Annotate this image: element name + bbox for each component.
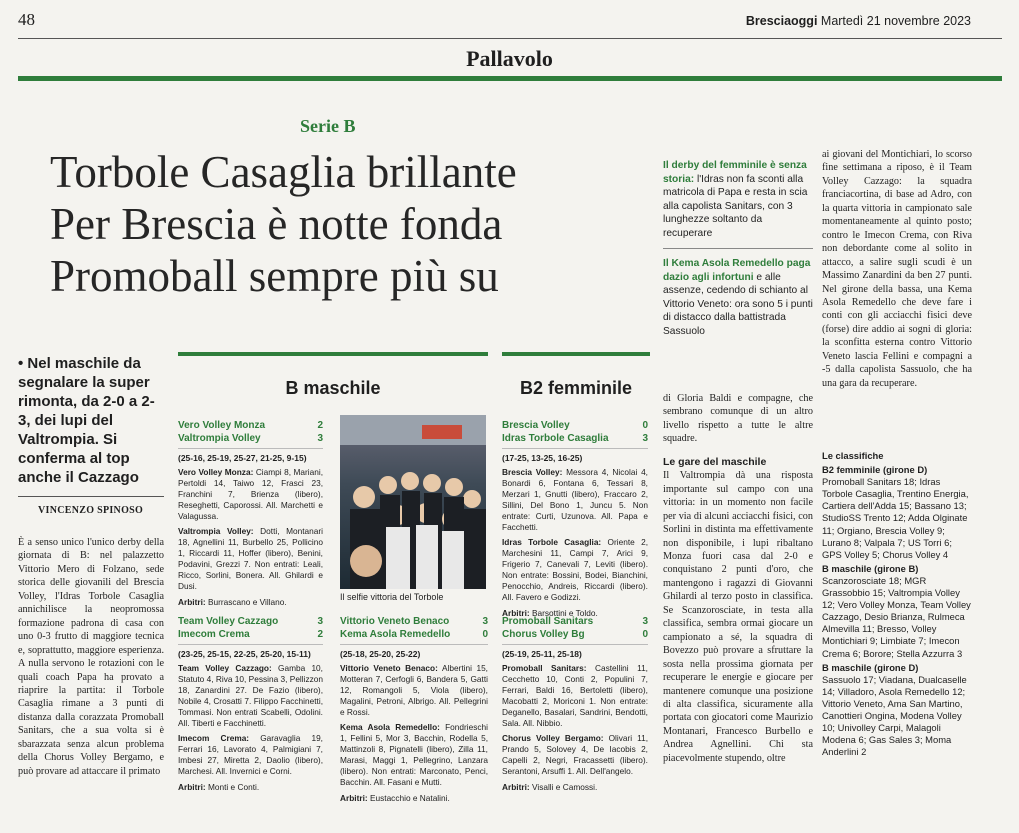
roster-team: Brescia Volley: (502, 467, 563, 477)
roster-team: Vero Volley Monza: (178, 467, 254, 477)
away-score: 0 (642, 628, 648, 640)
note-item: Il Kema Asola Remedello paga dazio agli infortuni e alle assenze, cedendo di schianto al Vittorio Veneto: ora sono 5 i punti di distacco dalla battistrada Sassuolo (663, 258, 813, 337)
b-maschile-title: B maschile (285, 378, 381, 398)
headline-line-3: Promoball sempre più su (50, 251, 499, 301)
away-team: Imecom Crema (178, 628, 250, 640)
masthead-date: Martedì 21 novembre 2023 (820, 14, 971, 28)
roster-team: Team Volley Cazzago: (178, 663, 272, 673)
away-team: Idras Torbole Casaglia (502, 432, 609, 444)
header-rule (18, 38, 1002, 39)
roster-text: Olivari 11, Prando 5, Solovey 4, De Iacobis 2, Capelli 2, Negri, Fracassetti (libero). Serantoni, Arsuffi 1. All. Dell'angelo. (502, 733, 648, 776)
set-scores: (25-19, 25-11, 25-18) (502, 649, 582, 659)
masthead (746, 14, 971, 28)
section-title: Pallavolo (466, 46, 553, 71)
standings-group-name: B maschile (girone D) (822, 661, 919, 673)
home-team: Vittorio Veneto Benaco (340, 616, 450, 627)
home-score: 3 (482, 616, 488, 627)
arbitri-label: Arbitri: (340, 793, 368, 803)
note-item: Il derby del femminile è senza storia: l'Idras non fa sconti alla matricola di Papa e resta in scia alla capolista Sanitars, con 3 lunghezze soltanto da recuperare (663, 160, 808, 239)
standings-group-name: B maschile (girone B) (822, 562, 919, 574)
standings-group-text: Scanzorosciate 18; MGR Grassobbio 15; Valtrompia Volley 12; Vero Volley Monza, Team Volley Cazzago, Desio Brianza, Rulmeca Almevilla 11; Bresso, Volley Montichiari 9; Limbiate 7; Imecon Crema 6; Borore; Stella Azzurra 3 (822, 574, 971, 659)
home-score: 0 (642, 420, 648, 431)
home-team: Promoball Sanitars (502, 616, 594, 627)
section-rule (18, 76, 1002, 81)
arbitri: Visalli e Camossi. (531, 782, 598, 792)
arbitri: Monti e Conti. (207, 782, 260, 792)
roster-team: Vittorio Veneto Benaco: (340, 663, 438, 673)
kicker: Serie B (300, 116, 356, 136)
away-team: Chorus Volley Bg (502, 628, 585, 640)
roster-text: Ciampi 8, Mariani, Pertoldi 14, Taiwo 12, Frasci 23, Franchini 7, Brienza (libero), Reseghetti, Caporossi. All. Marchetti e Valagussa. (178, 467, 324, 521)
arbitri-label: Arbitri: (502, 782, 530, 792)
arbitri-label: Arbitri: (178, 597, 206, 607)
article-body-mid (663, 392, 813, 765)
photo-caption: Il selfie vittoria del Torbole (340, 592, 444, 602)
arbitri: Burrascano e Villano. (207, 597, 287, 607)
article-body-right: ai giovani del Montichiari, lo scorso fine settimana a riposo, è il Team Volley Cazzago: la squadra franciacortina, di base ad Adro, con la quarta vittoria in campionato sale momentaneamente al quinto posto; contro le Imecon Crema, con Riva non debordante come al solito in attacco, a salire sugli scudi è un Massimo Zanardini da ben 27 punti. Nel girone della bassa, una Kema Asola Remedello che deve fare i conti con gli acciacchi fisici deve (forse) dire addio ai sogni di gloria: la sconfitta esterna contro Vittorio Veneto lascia Fellini e compagni a -5 dalla capolista Sassuolo, che ha una gara da recuperare. (822, 149, 972, 389)
home-score: 3 (642, 616, 648, 627)
match-card (178, 420, 323, 607)
home-team: Brescia Volley (502, 420, 570, 431)
standings-group-text: Promoball Sanitars 18; Idras Torbole Casaglia, Trentino Energia, Cartiera dell'Adda 15; Bassano 13; StudioSS Trento 12; Adda Olginate 11; Orgiano, Brescia Volley 9; Lurano 8; Valpala 7; US Torri 6; GPS Volley 5; Chorus Volley 4 (822, 476, 969, 560)
lead-summary: • Nel maschile da segnalare la super rimonta, da 2-0 a 2-3, dei lupi del Valtrompia. Si conferma al top anche il Cazzago (18, 355, 155, 486)
roster-text: Garavaglia 19, Ferrari 16, Lavorato 4, Palmigiani 7, Imbesi 27, Miretta 2, Daolio (libero), Marchesi. All. Invernici e Corni. (178, 733, 323, 776)
byline-rule (18, 496, 164, 497)
roster-team: Imecom Crema: (178, 733, 250, 743)
home-team: Vero Volley Monza (178, 420, 266, 431)
home-score: 3 (317, 616, 323, 627)
standings-title: Le classifiche (822, 450, 884, 461)
away-score: 3 (317, 432, 323, 444)
set-scores: (23-25, 25-15, 22-25, 25-20, 15-11) (178, 649, 311, 659)
match-card (502, 420, 648, 618)
roster-team: Chorus Volley Bergamo: (502, 733, 604, 743)
set-scores: (25-18, 25-20, 25-22) (340, 649, 421, 659)
b2-femminile-rule (502, 352, 650, 356)
article-body-left: È a senso unico l'unico derby della giornata di B: nel palazzetto Vittorio Mero di Folzano, sede storica delle giovanili del Brescia Volley, l'Idras Torbole Casaglia annichilisce la neopromossa formazione padrona di casa con uno 0-3 frutto di maggiore tecnica e, soprattutto, maggiore esperienza. A nulla servono le rotazioni con le quali coach Papa ha provato a riaprire la partita: il Torbole Casaglia rimane a 3 punti di distanza dalla corazzata Promoball Sanitars, che a sua volta si è sbarazzata senza alcun problema della Chorus Volley Bergamo, e può provare ad attaccare il primato (18, 537, 164, 777)
arbitri: Eustacchio e Natalini. (369, 793, 450, 803)
roster-team: Valtrompia Volley: (178, 526, 254, 536)
standings-group-name: B2 femminile (girone D) (822, 464, 928, 476)
roster-text: Dotti, Montanari 18, Agnellini 11, Burbello 25, Pollicino 1, Riccardi 11, Hoffer (libero), Benini, Podavini, Grezzi 7. Non entrati: Leali, Ricco, Sorlini, Bonera. All. Ghilardi e Dusi. (178, 526, 323, 591)
roster-text: Fondrieschi 1, Fellini 5, Mor 3, Bacchin, Rodella 5, Mattinzoli 8, Pignatelli (libero), Zilla 11, Marasi, Maggi 1, Pellegrino, Lanzara (libero). Non entrati: Marconato, Penci, Bacchin. All. Fasani e Mutti. (340, 722, 488, 787)
roster-text: Gamba 10, Statuto 4, Riva 10, Pessina 3, Pellizzon 18, Zanardini 27. De Fazio (libero), Nobile 4, Crosatti 7. Filippo Facchinetti, Tommasi. Non entrati Scabelli, Odolini. All. Tiberti e Facchinetti. (178, 663, 323, 728)
match-card (340, 616, 488, 803)
away-score: 0 (482, 628, 488, 640)
sidebar-notes (663, 159, 813, 346)
body-mid-heading: Le gare del maschile (663, 455, 767, 468)
home-team: Team Volley Cazzago (178, 616, 279, 627)
away-score: 3 (642, 432, 648, 444)
roster-text: Albertini 15, Motteran 7, Cerfogli 6, Bandera 5, Gatti 12, Romangoli 5, Viola (libero), Magalini, Petroni, Albrigo. All. Pellegrini e Rossi. (340, 663, 488, 717)
body-mid-intro: di Gloria Baldi e compagne, che sembrano comunque di un altro livello rispetto a tutte le altre squadre. (663, 393, 813, 445)
team-selfie-photo (340, 415, 486, 589)
b-maschile-rule (178, 352, 488, 356)
away-team: Kema Asola Remedello (340, 628, 451, 640)
arbitri-label: Arbitri: (502, 608, 530, 618)
away-team: Valtrompia Volley (178, 432, 261, 444)
headline (50, 146, 650, 302)
arbitri-label: Arbitri: (178, 782, 206, 792)
standings (822, 448, 972, 758)
roster-text: Castellini 11, Cecchetto 10, Conti 2, Populini 7, Ferrari, Baldi 16, Bertoletti (libero), Macobatti 2, Moriconi 1. Non entrate: Deganello, Basalari, Sandrini, Bendotti, Sala. All. Nibbio. (502, 663, 648, 728)
match-card (502, 616, 648, 792)
set-scores: (17-25, 13-25, 16-25) (502, 453, 583, 463)
byline: VINCENZO SPINOSO (38, 505, 144, 516)
roster-text: Messora 4, Nicolai 4, Bonardi 6, Fontana 6, Tessari 8, Merzari 1, Gnutti (libero), Fraccaro 2, Sillini, Del Bono 1, Juncu 5. Non entrate: Curti, Uzunova. All. Papa e Facchetti. (502, 467, 648, 532)
away-score: 2 (317, 628, 323, 640)
roster-team: Kema Asola Remedello: (340, 722, 440, 732)
headline-line-2: Per Brescia è notte fonda (50, 199, 503, 249)
arbitri: Barsottini e Toldo. (531, 608, 598, 618)
roster-team: Idras Torbole Casaglia: (502, 537, 602, 547)
roster-team: Promoball Sanitars: (502, 663, 587, 673)
match-card (178, 616, 323, 792)
headline-line-1: Torbole Casaglia brillante (50, 147, 517, 197)
b2-femminile-title: B2 femminile (519, 378, 633, 398)
roster-text: Oriente 2, Marchesini 11, Campi 7, Arici 9, Frigerio 7, Canevali 7, Leviti (libero). Non entrate: Bossini, Bodei, Bianchini, Penocchio, Andreis, Riccardi (libero). All. Favero e Godizzi. (502, 537, 649, 602)
body-mid-text: Il Valtrompia dà una risposta importante sul campo con una vittoria: in un momento non facile per via di alcuni acciacchi fisici, con Sorlini in distinta ma effettivamente non disponibile, i lupi ribaltano Monza fuori casa dal 2-0 e conquistano 2 punti d'oro, che mantengono i ragazzi di Giovanni Ghilardi al terzo posto in classifica. Se Scanzorosciate, in testa alla classifica, sembra ormai giocare un campionato a sé, la squadra di Bovezzo può provare a sfruttare la sosta nella prossima giornata per recuperare le energie e giocare per mantenere comunque una posizione di alta classifica, sicuramente alla portata con giocatori come Maurizio Montanari, Francesco Burbello e Andrea Agnellini. Chi sta piacevolmente stupendo, oltre (663, 470, 813, 764)
page-number: 48 (18, 10, 35, 29)
standings-group-text: Sassuolo 17; Viadana, Dualcaselle 14; Villadoro, Asola Remedello 12; Vittorio Veneto, Ama San Martino, Canottieri Ongina, Modena Volley 10; Univolley Carpi, Malagoli Modena 6; Gas Sales 3; Moma Anderlini 2 (822, 673, 967, 758)
masthead-brand: Bresciaoggi (745, 14, 818, 28)
set-scores: (25-16, 25-19, 25-27, 21-25, 9-15) (178, 453, 307, 463)
home-score: 2 (317, 420, 323, 431)
